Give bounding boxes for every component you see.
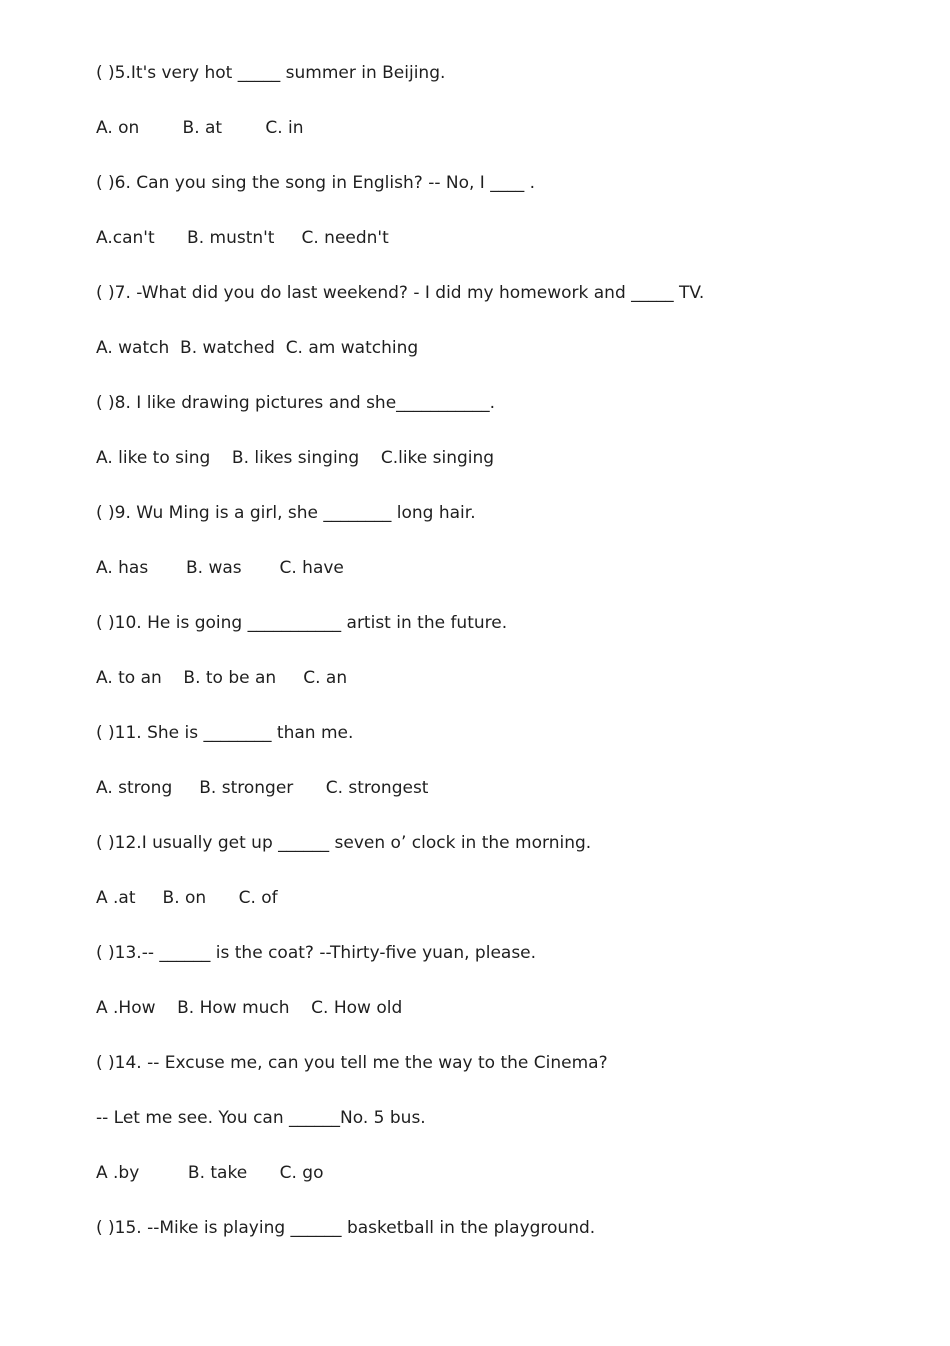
question-15: ( )15. --Mike is playing ______ basketball in the playground. <box>96 1218 596 1238</box>
question-5: ( )5.It's very hot _____ summer in Beijing. <box>96 63 446 83</box>
question-14: ( )14. -- Excuse me, can you tell me the way to the Cinema? <box>96 1053 608 1073</box>
question-10: ( )10. He is going ___________ artist in the future. <box>96 613 508 633</box>
question-6: ( )6. Can you sing the song in English? -- No, I ____ . <box>96 173 536 193</box>
options-8: A. like to sing B. likes singing C.like singing <box>96 448 495 468</box>
question-11: ( )11. She is ________ than me. <box>96 723 354 743</box>
options-10: A. to an B. to be an C. an <box>96 668 348 688</box>
question-14-reply: -- Let me see. You can ______No. 5 bus. <box>96 1108 426 1128</box>
options-12: A .at B. on C. of <box>96 888 278 908</box>
question-12: ( )12.I usually get up ______ seven o’ clock in the morning. <box>96 833 592 853</box>
options-9: A. has B. was C. have <box>96 558 344 578</box>
question-13: ( )13.-- ______ is the coat? --Thirty-five yuan, please. <box>96 943 537 963</box>
options-14: A .by B. take C. go <box>96 1163 324 1183</box>
options-7: A. watch B. watched C. am watching <box>96 338 419 358</box>
options-11: A. strong B. stronger C. strongest <box>96 778 429 798</box>
options-5: A. on B. at C. in <box>96 118 304 138</box>
question-8: ( )8. I like drawing pictures and she___________. <box>96 393 496 413</box>
options-13: A .How B. How much C. How old <box>96 998 403 1018</box>
options-6: A.can't B. mustn't C. needn't <box>96 228 389 248</box>
question-9: ( )9. Wu Ming is a girl, she ________ long hair. <box>96 503 476 523</box>
question-7: ( )7. -What did you do last weekend? - I did my homework and _____ TV. <box>96 283 705 303</box>
